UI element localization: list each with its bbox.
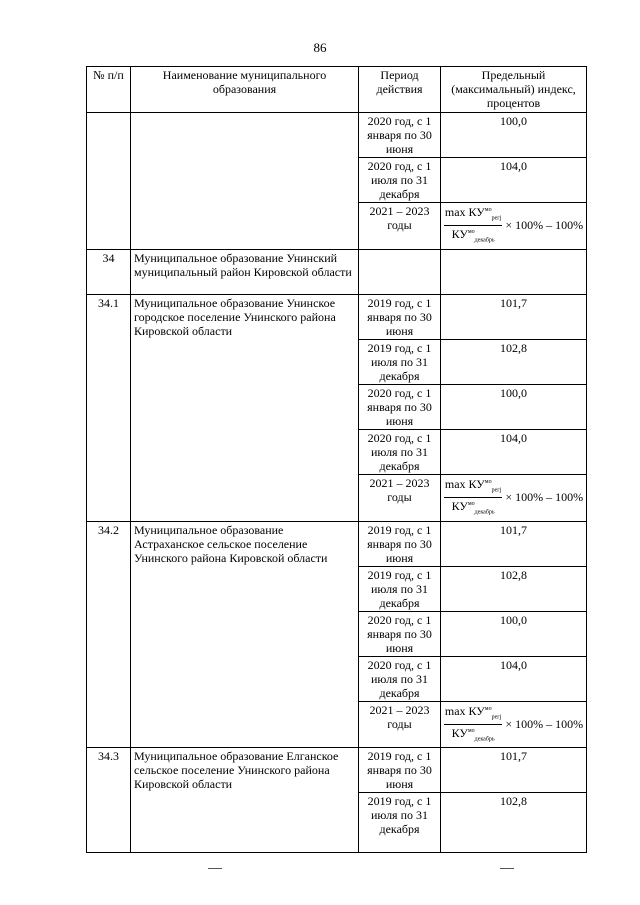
row-period: 2019 год, с 1 июля по 31 декабря — [359, 793, 441, 853]
row-period: 2020 год, с 1 июля по 31 декабря — [359, 158, 441, 203]
scan-mark-right — [500, 868, 514, 869]
row-value: 104,0 — [441, 158, 587, 203]
row-value: 100,0 — [441, 113, 587, 158]
row-period: 2021 – 2023 годы — [359, 701, 441, 748]
row-num: 34.2 — [87, 521, 131, 748]
table-row — [87, 521, 587, 566]
row-formula — [441, 474, 587, 521]
row-name: Муниципальное образование Унинский муниципальный район Кировской области — [131, 249, 359, 294]
table-row — [87, 294, 587, 339]
table-row — [87, 748, 587, 793]
row-period: 2020 год, с 1 июля по 31 декабря — [359, 429, 441, 474]
row-value: 101,7 — [441, 521, 587, 566]
row-name: Муниципальное образование Унинское городское поселение Унинского района Кировской области — [131, 294, 359, 521]
row-num — [87, 113, 131, 250]
header-num: № п/п — [87, 67, 131, 113]
table-row — [87, 113, 587, 158]
row-value: 104,0 — [441, 429, 587, 474]
header-index: Предельный (максимальный) индекс, процентов — [441, 67, 587, 113]
row-value: 100,0 — [441, 611, 587, 656]
index-formula: $\frac{\max КУ^{мо}_{регj}}{КУ^{мо}_{декабрь}}$ × 100% – 100% — [444, 476, 584, 516]
row-value — [441, 249, 587, 294]
row-value: 101,7 — [441, 748, 587, 793]
row-num: 34 — [87, 249, 131, 294]
row-name: Муниципальное образование Астраханское сельское поселение Унинского района Кировской области — [131, 521, 359, 748]
table-header-row — [87, 67, 587, 113]
row-value: 102,8 — [441, 793, 587, 853]
row-num: 34.3 — [87, 748, 131, 853]
scan-mark-left — [208, 868, 222, 869]
row-formula — [441, 203, 587, 250]
row-period: 2020 год, с 1 января по 30 июня — [359, 384, 441, 429]
header-name: Наименование муниципального образования — [131, 67, 359, 113]
row-period: 2020 год, с 1 января по 30 июня — [359, 611, 441, 656]
index-formula: $\frac{\max КУ^{мо}_{регj}}{КУ^{мо}_{декабрь}}$ × 100% – 100% — [444, 205, 584, 244]
row-name — [131, 113, 359, 250]
row-period: 2019 год, с 1 июля по 31 декабря — [359, 339, 441, 384]
row-period: 2021 – 2023 годы — [359, 203, 441, 250]
header-period: Период действия — [359, 67, 441, 113]
row-period: 2019 год, с 1 июля по 31 декабря — [359, 566, 441, 611]
index-formula: $\frac{\max КУ^{мо}_{регj}}{КУ^{мо}_{декабрь}}$ × 100% – 100% — [444, 703, 584, 743]
row-period: 2019 год, с 1 января по 30 июня — [359, 748, 441, 793]
tariff-index-table — [86, 66, 587, 853]
row-value: 102,8 — [441, 566, 587, 611]
row-period: 2020 год, с 1 января по 30 июня — [359, 113, 441, 158]
table-row — [87, 249, 587, 294]
row-name: Муниципальное образование Елганское сельское поселение Унинского района Кировской области — [131, 748, 359, 853]
row-formula — [441, 701, 587, 748]
row-period: 2021 – 2023 годы — [359, 474, 441, 521]
row-num: 34.1 — [87, 294, 131, 521]
row-value: 101,7 — [441, 294, 587, 339]
row-period: 2019 год, с 1 января по 30 июня — [359, 294, 441, 339]
row-value: 104,0 — [441, 656, 587, 701]
row-value: 100,0 — [441, 384, 587, 429]
row-value: 102,8 — [441, 339, 587, 384]
row-period: 2019 год, с 1 января по 30 июня — [359, 521, 441, 566]
row-period: 2020 год, с 1 июля по 31 декабря — [359, 656, 441, 701]
row-period — [359, 249, 441, 294]
page-number: 86 — [313, 40, 327, 55]
